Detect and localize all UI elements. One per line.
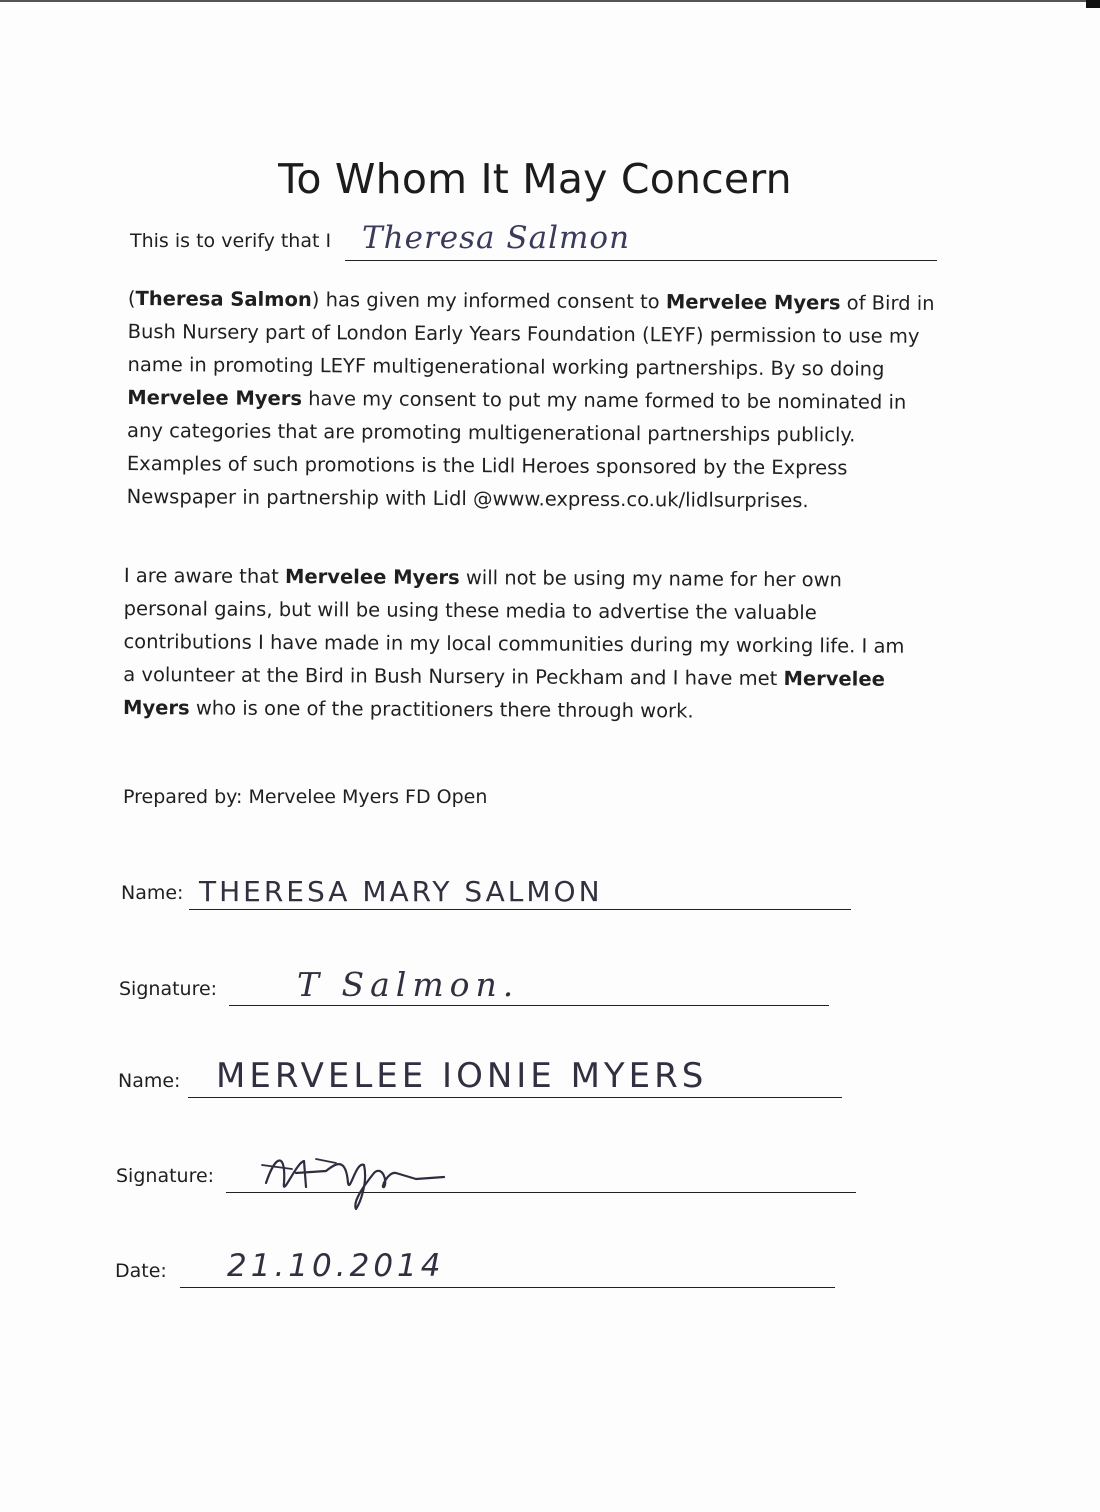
p1-text-1: ) has given my informed consent to	[311, 288, 666, 314]
verify-line	[345, 260, 937, 261]
signature-field-mervelee	[116, 1145, 856, 1195]
name-value-mervelee: MERVELEE IONIE MYERS	[216, 1056, 708, 1096]
verify-label: This is to verify that I	[130, 230, 332, 252]
date-line	[180, 1287, 835, 1288]
name-line	[189, 909, 851, 910]
p2-text-3: who is one of the practitioners there through work.	[189, 696, 694, 723]
prepared-by: Prepared by: Mervelee Myers FD Open	[123, 786, 488, 808]
p1-text-3: have my consent to put my name formed to be nominated in any categories that are promoting multigenerational partnerships publicly. Examples of such promotions is the Lidl Heroes sponsored by the Express Newspaper in partnership with Lidl @www.express.co.uk/lidlsurprises.	[126, 387, 907, 513]
signature-field-theresa	[119, 958, 839, 1008]
signature-scribble-mervelee	[256, 1143, 456, 1213]
name-label-2: Name:	[118, 1070, 181, 1092]
p1-open: (	[127, 286, 136, 311]
date-label: Date:	[115, 1260, 167, 1282]
signature-value-theresa: T Salmon.	[297, 965, 520, 1004]
p2-text-1: I are aware that	[123, 563, 286, 588]
name-line-2	[188, 1097, 842, 1098]
signature-label: Signature:	[119, 978, 218, 1000]
signature-label-2: Signature:	[116, 1165, 215, 1187]
name-label: Name:	[121, 882, 184, 904]
p1-text-2: of Bird in Bush Nursery part of London Early Years Foundation (LEYF) permission to use my name in promoting LEYF multigenerational working partnerships. By so doing	[127, 291, 935, 381]
name-value-theresa: THERESA MARY SALMON	[199, 875, 603, 908]
name-field-theresa	[121, 862, 851, 912]
p1-name-mervelee-2: Mervelee Myers	[127, 385, 303, 411]
verify-handwritten-name: Theresa Salmon	[362, 220, 631, 256]
verify-statement	[130, 222, 940, 264]
p2-name-mervelee: Mervelee Myers	[284, 564, 460, 590]
signature-line	[229, 1005, 829, 1006]
date-value: 21.10.2014	[227, 1248, 445, 1284]
awareness-paragraph	[123, 559, 914, 729]
scan-edge	[0, 0, 1100, 2]
p1-name-mervelee: Mervelee Myers	[665, 290, 841, 315]
letter-title: To Whom It May Concern	[278, 155, 792, 204]
name-field-mervelee	[118, 1050, 848, 1100]
p2-text-2: will not be using my name for her own personal gains, but will be using these media to advertise the valuable contributions I have made in my local communities during my working life. I am a volunteer at the Bird in Bush Nursery in Peckham and I have met	[123, 566, 905, 691]
date-field	[115, 1240, 835, 1290]
p2-name-mervelee-2: Mervelee Myers	[123, 667, 885, 720]
p1-name-theresa: Theresa Salmon	[135, 287, 312, 312]
consent-paragraph	[127, 282, 948, 518]
scan-corner-mark	[1086, 0, 1100, 8]
